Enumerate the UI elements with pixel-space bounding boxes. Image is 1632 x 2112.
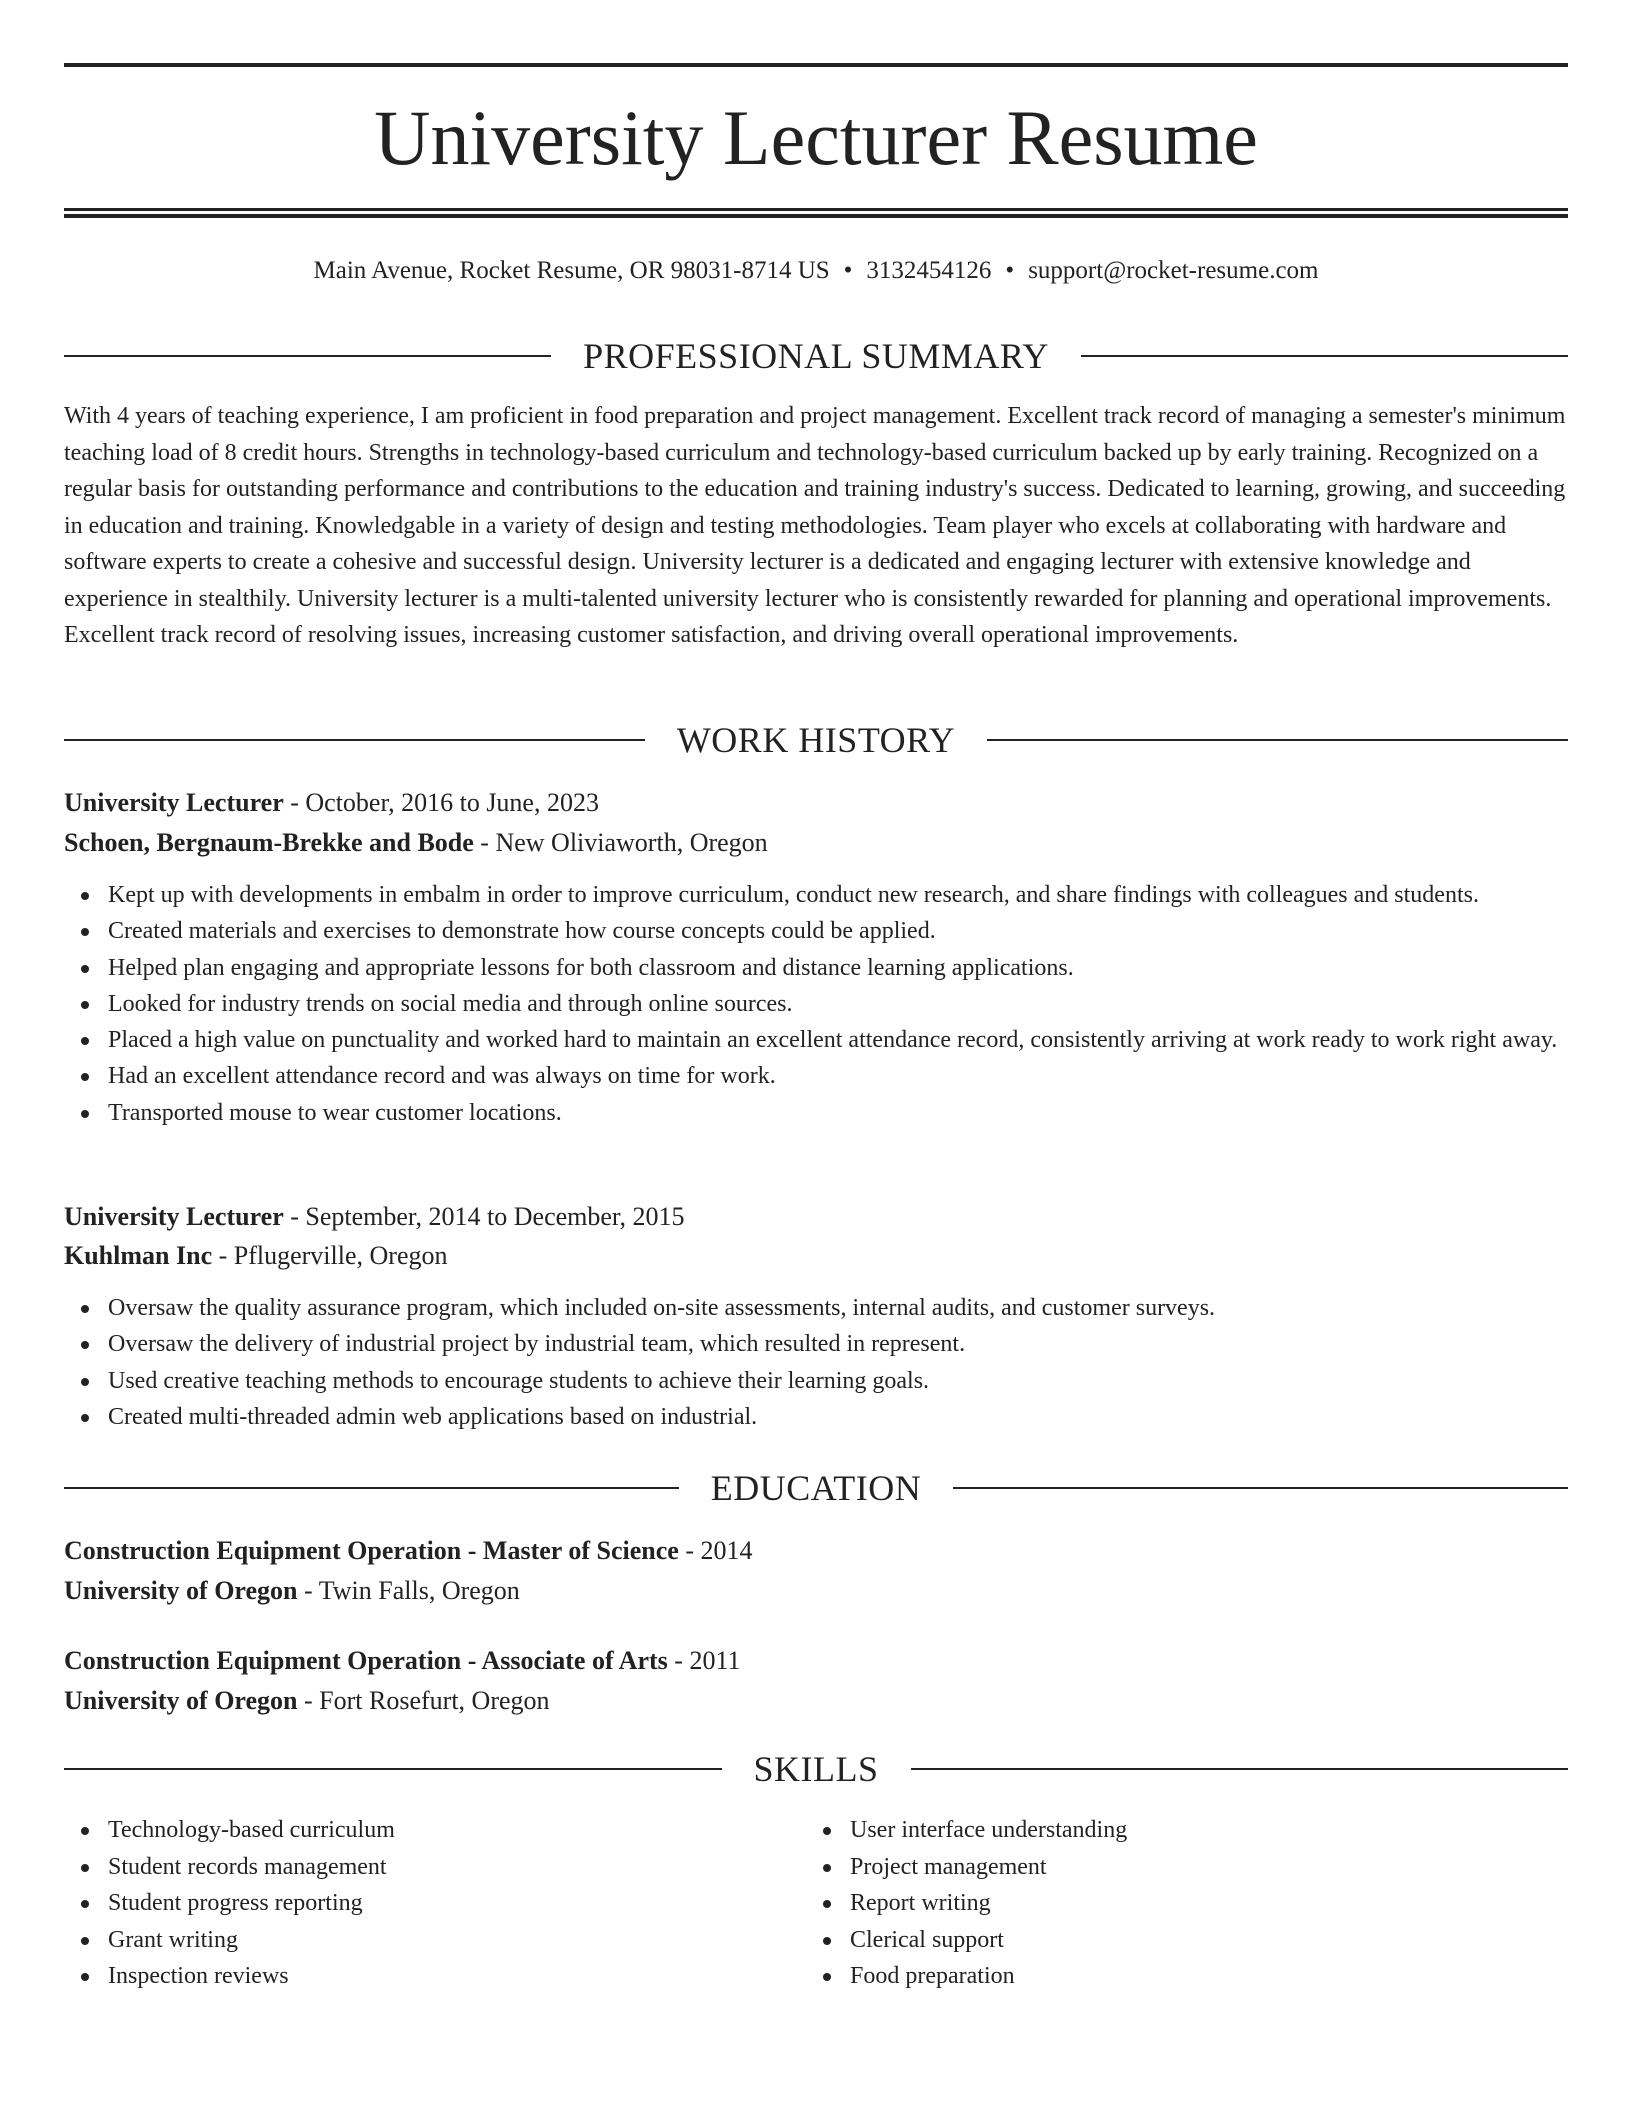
education-school-line xyxy=(64,1681,1568,1721)
education-degree: Construction Equipment Operation - Master of Science xyxy=(64,1536,679,1565)
skill-item: Project management xyxy=(806,1849,1506,1886)
contact-address: Main Avenue, Rocket Resume, OR 98031-8714 US xyxy=(313,257,830,284)
resume-title: University Lecturer Resume xyxy=(374,94,1258,181)
work-history-heading xyxy=(64,718,1568,762)
heading-rule-right xyxy=(1081,355,1568,357)
list-item: Had an excellent attendance record and was always on time for work. xyxy=(64,1058,1568,1094)
job-duties-list xyxy=(64,877,1568,1131)
contact-phone: 3132454126 xyxy=(866,257,992,284)
skills-heading-text: SKILLS xyxy=(753,1749,879,1789)
education-school: University of Oregon xyxy=(64,1686,298,1715)
skill-item: Food preparation xyxy=(806,1958,1506,1995)
heading-rule-right xyxy=(953,1487,1568,1489)
education-school-line xyxy=(64,1571,1568,1611)
job-title-line xyxy=(64,783,1568,823)
skill-item: Student progress reporting xyxy=(64,1885,764,1922)
heading-rule-left xyxy=(64,739,645,741)
heading-rule-left xyxy=(64,355,551,357)
contact-separator: • xyxy=(843,257,853,284)
job-company-line xyxy=(64,1236,1568,1276)
education-location: - Twin Falls, Oregon xyxy=(297,1576,520,1605)
summary-heading xyxy=(64,334,1568,378)
skills-list-left xyxy=(64,1812,764,1995)
education-year: - 2014 xyxy=(678,1536,753,1565)
skill-item: Clerical support xyxy=(806,1922,1506,1959)
summary-heading-text: PROFESSIONAL SUMMARY xyxy=(583,336,1049,376)
skill-item: Technology-based curriculum xyxy=(64,1812,764,1849)
list-item: Oversaw the delivery of industrial project by industrial team, which resulted in represent. xyxy=(64,1326,1568,1362)
education-heading xyxy=(64,1466,1568,1510)
job-dates: - September, 2014 to December, 2015 xyxy=(283,1202,685,1231)
list-item: Looked for industry trends on social media and through online sources. xyxy=(64,986,1568,1022)
job-title: University Lecturer xyxy=(64,1202,284,1231)
job-title: University Lecturer xyxy=(64,788,284,817)
job-location: - New Oliviaworth, Oregon xyxy=(473,828,768,857)
job-dates: - October, 2016 to June, 2023 xyxy=(283,788,599,817)
heading-rule-left xyxy=(64,1768,722,1770)
summary-text: With 4 years of teaching experience, I am proficient in food preparation and project management. Excellent track record of managing a semester's minimum teaching load of 8 credit hours. Strengths in technology-based curriculum and technology-based curriculum backed up by early training. Recognized on a regular basis for outstanding performance and contributions to the education and training industry's success. Dedicated to learning, growing, and succeeding in education and training. Knowledgable in a variety of design and testing methodologies. Team player who excels at collaborating with hardware and software experts to create a cohesive and successful design. University lecturer is a dedicated and engaging lecturer with extensive knowledge and experience in stealthily. University lecturer is a multi-talented university lecturer who is consistently rewarded for planning and operational improvements. Excellent track record of resolving issues, increasing customer satisfaction, and driving overall operational improvements. xyxy=(64,403,1566,648)
education-degree-line xyxy=(64,1531,1568,1571)
skill-item: Report writing xyxy=(806,1885,1506,1922)
job-location: - Pflugerville, Oregon xyxy=(212,1241,448,1270)
list-item: Oversaw the quality assurance program, which included on-site assessments, internal audits, and customer surveys. xyxy=(64,1290,1568,1326)
skill-item: User interface understanding xyxy=(806,1812,1506,1849)
list-item: Helped plan engaging and appropriate lessons for both classroom and distance learning applications. xyxy=(64,950,1568,986)
education-year: - 2011 xyxy=(667,1646,741,1675)
list-item: Used creative teaching methods to encourage students to achieve their learning goals. xyxy=(64,1363,1568,1399)
skill-item: Grant writing xyxy=(64,1922,764,1959)
education-degree-line xyxy=(64,1641,1568,1681)
skill-item: Inspection reviews xyxy=(64,1958,764,1995)
job-title-line xyxy=(64,1197,1568,1237)
list-item: Created materials and exercises to demonstrate how course concepts could be applied. xyxy=(64,913,1568,949)
contact-email: support@rocket-resume.com xyxy=(1028,257,1319,284)
list-item: Placed a high value on punctuality and worked hard to maintain an excellent attendance record, consistently arriving at work ready to work right away. xyxy=(64,1022,1568,1058)
heading-rule-left xyxy=(64,1487,679,1489)
education-degree: Construction Equipment Operation - Associate of Arts xyxy=(64,1646,668,1675)
top-rule xyxy=(64,63,1568,67)
list-item: Kept up with developments in embalm in order to improve curriculum, conduct new research, and share findings with colleagues and students. xyxy=(64,877,1568,913)
contact-separator: • xyxy=(1005,257,1015,284)
skills-list-right xyxy=(806,1812,1506,1995)
contact-line xyxy=(64,254,1568,288)
list-item: Transported mouse to wear customer locations. xyxy=(64,1095,1568,1131)
skill-item: Student records management xyxy=(64,1849,764,1886)
skills-heading xyxy=(64,1747,1568,1791)
list-item: Created multi-threaded admin web applications based on industrial. xyxy=(64,1399,1568,1435)
title-double-rule xyxy=(64,208,1568,218)
work-history-heading-text: WORK HISTORY xyxy=(676,720,956,760)
education-school: University of Oregon xyxy=(64,1576,298,1605)
education-heading-text: EDUCATION xyxy=(710,1468,922,1508)
heading-rule-right xyxy=(987,739,1568,741)
job-duties-list xyxy=(64,1290,1568,1435)
job-company-line xyxy=(64,823,1568,863)
job-company: Kuhlman Inc xyxy=(64,1241,213,1270)
heading-rule-right xyxy=(911,1768,1569,1770)
education-location: - Fort Rosefurt, Oregon xyxy=(297,1686,550,1715)
job-company: Schoen, Bergnaum-Brekke and Bode xyxy=(64,828,474,857)
